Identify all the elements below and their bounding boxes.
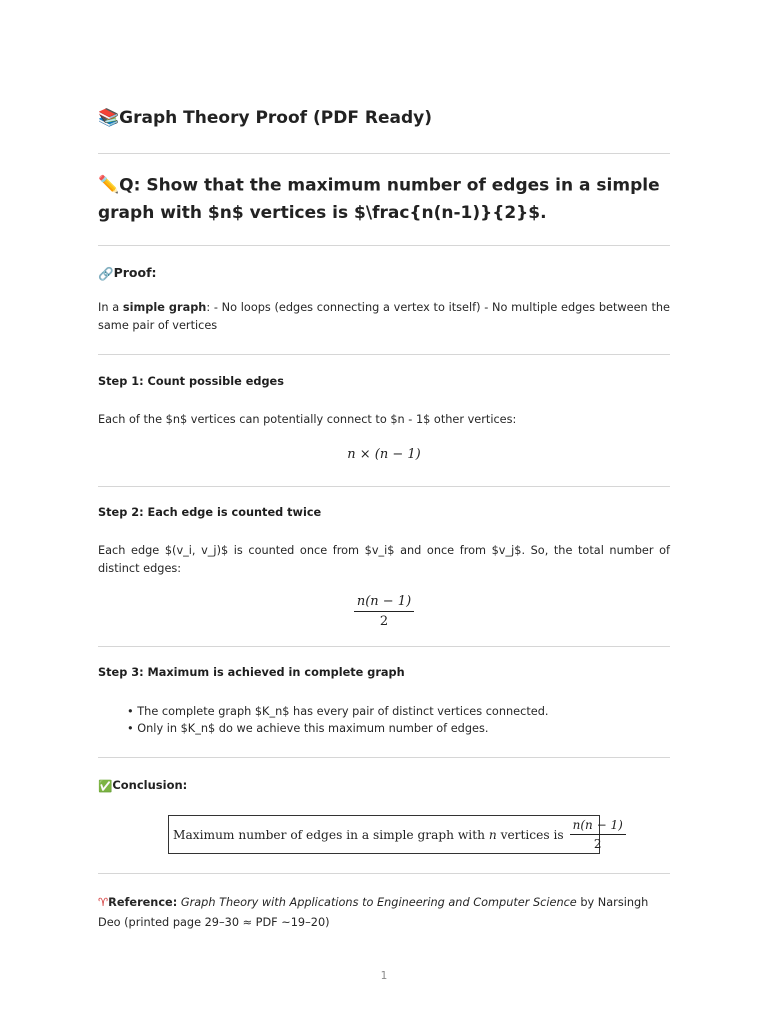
question-heading	[98, 172, 670, 227]
divider	[98, 873, 670, 874]
intro-prefix: In a	[98, 301, 123, 314]
reference-details: by Narsingh Deo (printed page 29–30 ≈ PDF ~19–20)	[98, 896, 649, 929]
fraction-numerator: n(n − 1)	[354, 594, 414, 612]
reference-label: Reference:	[108, 896, 178, 909]
conclusion-fraction	[570, 818, 626, 851]
divider	[98, 646, 670, 647]
intro-paragraph	[98, 299, 670, 334]
link-icon: 🔗	[98, 265, 114, 281]
divider	[98, 153, 670, 154]
step1-formula	[98, 447, 670, 462]
step3-list	[127, 703, 548, 737]
intro-bold-term: simple graph	[122, 301, 207, 314]
divider	[98, 757, 670, 758]
fraction	[354, 594, 414, 629]
step1-heading: Step 1: Count possible edges	[98, 375, 284, 388]
conclusion-text-after: vertices is	[500, 827, 564, 842]
question-text: Q: Show that the maximum number of edges in a simple graph with $n$ vertices is $\frac{n(n-1)}{2}$.	[98, 175, 660, 223]
title-text: Graph Theory Proof (PDF Ready)	[119, 108, 432, 128]
conclusion-heading-text: Conclusion:	[112, 778, 188, 792]
books-icon: 📚	[98, 108, 120, 128]
conclusion-box	[168, 815, 623, 854]
list-item: • The complete graph $K_n$ has every pair of distinct vertices connected.	[127, 705, 549, 718]
conclusion-variable: n	[488, 827, 497, 842]
proof-heading-text: Proof:	[113, 265, 157, 280]
document-title	[98, 108, 432, 128]
fraction-denominator: 2	[379, 614, 389, 629]
step3-heading: Step 3: Maximum is achieved in complete graph	[98, 666, 405, 679]
aries-icon: ♈	[98, 896, 109, 909]
conclusion-text-before: Maximum number of edges in a simple graph with	[173, 827, 485, 842]
step2-heading: Step 2: Each edge is counted twice	[98, 506, 322, 519]
step1-text: Each of the $n$ vertices can potentially connect to $n - 1$ other vertices:	[98, 413, 517, 426]
conclusion-heading	[98, 778, 187, 793]
check-mark-icon: ✅	[98, 778, 113, 793]
step2-text: Each edge $(v_i, v_j)$ is counted once from $v_i$ and once from $v_j$. So, the total number of distinct edges:	[98, 544, 670, 575]
divider	[98, 354, 670, 355]
fraction-numerator: n(n − 1)	[570, 818, 626, 835]
pencil-icon: ✏️	[98, 175, 120, 195]
reference-book-title: Graph Theory with Applications to Engineering and Computer Science	[180, 896, 577, 909]
step2-formula	[98, 594, 670, 629]
divider	[98, 245, 670, 246]
intro-suffix: : - No loops (edges connecting a vertex to itself) - No multiple edges between the same pair of vertices	[98, 301, 670, 332]
reference	[98, 893, 670, 933]
proof-heading	[98, 265, 157, 282]
list-item: • Only in $K_n$ do we achieve this maximum number of edges.	[127, 722, 489, 735]
step1-formula-text: n × (n − 1)	[347, 447, 421, 462]
fraction-denominator: 2	[593, 837, 602, 851]
page-number: 1	[380, 970, 388, 982]
divider	[98, 486, 670, 487]
